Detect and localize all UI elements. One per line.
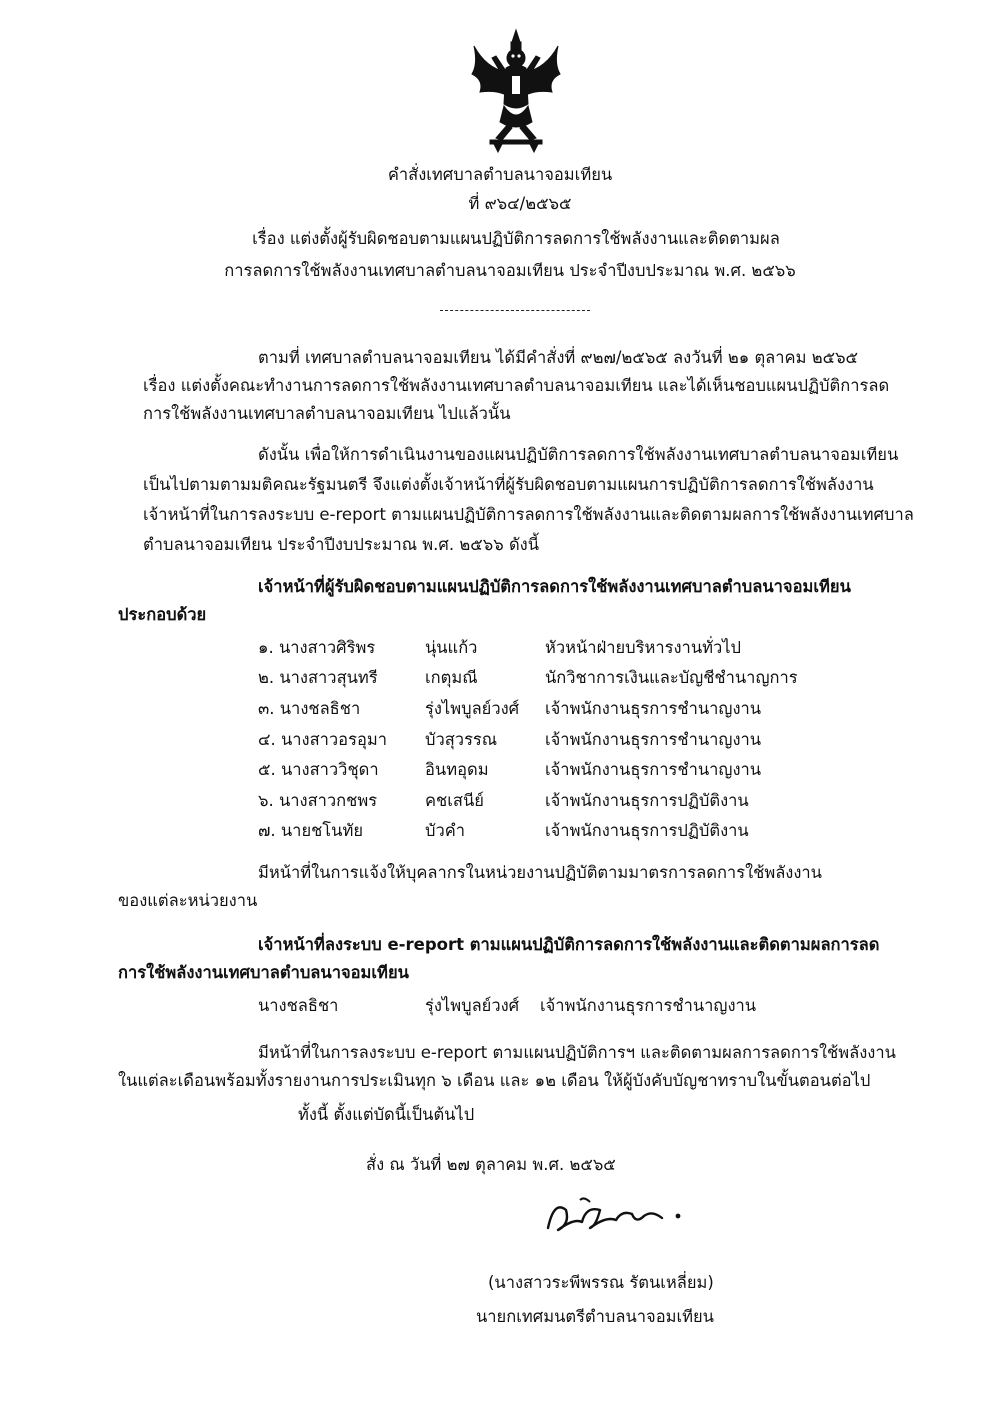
signer-title: นายกเทศมนตรีตำบลนาจอมเทียน [476, 1307, 714, 1326]
para1-line3: การใช้พลังงานเทศบาลตำบลนาจอมเทียน ไปแล้วนั้น [143, 404, 511, 423]
garuda-emblem-icon [468, 28, 564, 154]
section1-duty-line1: มีหน้าที่ในการแจ้งให้บุคลากรในหน่วยงานปฏิบัติตามมาตรการลดการใช้พลังงาน [258, 863, 822, 882]
member-last-name: อินทอุดม [425, 760, 489, 779]
member-first-name: ๑. นางสาวศิริพร [258, 638, 376, 657]
member-first-name: ๒. นางสาวสุนทรี [258, 668, 378, 687]
member-first-name: ๕. นางสาววิชุดา [258, 760, 379, 779]
member-position: เจ้าพนักงานธุรการชำนาญงาน [545, 730, 762, 749]
subject-line-2: การลดการใช้พลังงานเทศบาลตำบลนาจอมเทียน ประจำปีงบประมาณ พ.ศ. ๒๕๖๖ [224, 261, 796, 280]
member-position: เจ้าพนักงานธุรการปฏิบัติงาน [545, 791, 749, 810]
member-position: เจ้าพนักงานธุรการชำนาญงาน [545, 760, 762, 779]
para2-line3: เจ้าหน้าที่ในการลงระบบ e-report ตามแผนปฏิบัติการลดการใช้พลังงานและติดตามผลการใช้พลังงานเทศบาล [143, 505, 914, 524]
section2-heading-line2: การใช้พลังงานเทศบาลตำบลนาจอมเทียน [118, 963, 409, 982]
member-last-name: บัวคำ [425, 821, 466, 840]
order-number: ที่ ๙๖๔/๒๕๖๕ [468, 194, 572, 213]
para2-line1: ดังนั้น เพื่อให้การดำเนินงานของแผนปฏิบัติการลดการใช้พลังงานเทศบาลตำบลนาจอมเทียน [258, 445, 899, 464]
para2-line4: ตำบลนาจอมเทียน ประจำปีงบประมาณ พ.ศ. ๒๕๖๖ ดังนี้ [143, 535, 539, 554]
member-first-name: ๖. นางสาวกชพร [258, 791, 378, 810]
para2-line2: เป็นไปตามตามมติคณะรัฐมนตรี จึงแต่งตั้งเจ้าหน้าที่ผู้รับผิดชอบตามแผนการปฏิบัติการลดการใช้พลังงาน [143, 475, 874, 494]
para1-line2: เรื่อง แต่งตั้งคณะทำงานการลดการใช้พลังงานเทศบาลตำบลนาจอมเทียน และได้เห็นชอบแผนปฏิบัติการลด [143, 376, 890, 395]
member-last-name: บัวสุวรรณ [425, 730, 498, 749]
section1-duty-line2: ของแต่ละหน่วยงาน [118, 891, 258, 910]
order-date: สั่ง ณ วันที่ ๒๗ ตุลาคม พ.ศ. ๒๕๖๕ [366, 1155, 616, 1174]
handwritten-signature [540, 1180, 690, 1260]
member-position: เจ้าพนักงานธุรการชำนาญงาน [545, 699, 762, 718]
section1-heading-line2: ประกอบด้วย [118, 605, 207, 624]
member-last-name: นุ่นแก้ว [425, 638, 478, 657]
section2-heading-line1: เจ้าหน้าที่ลงระบบ e-report ตามแผนปฏิบัติการลดการใช้พลังงานและติดตามผลการลด [258, 935, 880, 954]
eReport-member-position: เจ้าพนักงานธุรการชำนาญงาน [540, 996, 757, 1015]
header-divider [440, 310, 590, 311]
member-last-name: คชเสนีย์ [425, 791, 484, 810]
member-position: นักวิชาการเงินและบัญชีชำนาญการ [545, 668, 798, 687]
section2-duty-line2: ในแต่ละเดือนพร้อมทั้งรายงานการประเมินทุก ๖ เดือน และ ๑๒ เดือน ให้ผู้บังคับบัญชาทราบในขั้นตอนต่อไป [118, 1071, 871, 1090]
para1-line1: ตามที่ เทศบาลตำบลนาจอมเทียน ได้มีคำสั่งที่ ๙๒๗/๒๕๖๕ ลงวันที่ ๒๑ ตุลาคม ๒๕๖๕ [258, 348, 859, 367]
eReport-member-first-name: นางชลธิชา [258, 996, 339, 1015]
subject-line-1: เรื่อง แต่งตั้งผู้รับผิดชอบตามแผนปฏิบัติการลดการใช้พลังงานและติดตามผล [252, 229, 780, 248]
member-first-name: ๗. นายชโนทัย [258, 821, 363, 840]
member-position: หัวหน้าฝ่ายบริหารงานทั่วไป [545, 638, 742, 657]
section2-duty-line1: มีหน้าที่ในการลงระบบ e-report ตามแผนปฏิบัติการฯ และติดตามผลการลดการใช้พลังงาน [258, 1043, 896, 1062]
member-position: เจ้าพนักงานธุรการปฏิบัติงาน [545, 821, 749, 840]
effective-note: ทั้งนี้ ตั้งแต่บัดนี้เป็นต้นไป [298, 1105, 475, 1124]
eReport-member-last-name: รุ่งไพบูลย์วงศ์ [425, 996, 520, 1015]
member-last-name: รุ่งไพบูลย์วงศ์ [425, 699, 520, 718]
signer-name: (นางสาวระพีพรรณ รัตนเหลี่ยม) [488, 1273, 714, 1292]
member-first-name: ๔. นางสาวอรอุมา [258, 730, 388, 749]
order-title: คำสั่งเทศบาลตำบลนาจอมเทียน [387, 165, 613, 184]
member-last-name: เกตุมณี [425, 668, 478, 687]
member-first-name: ๓. นางชลธิชา [258, 699, 361, 718]
section1-heading-line1: เจ้าหน้าที่ผู้รับผิดชอบตามแผนปฏิบัติการลดการใช้พลังงานเทศบาลตำบลนาจอมเทียน [258, 577, 851, 596]
